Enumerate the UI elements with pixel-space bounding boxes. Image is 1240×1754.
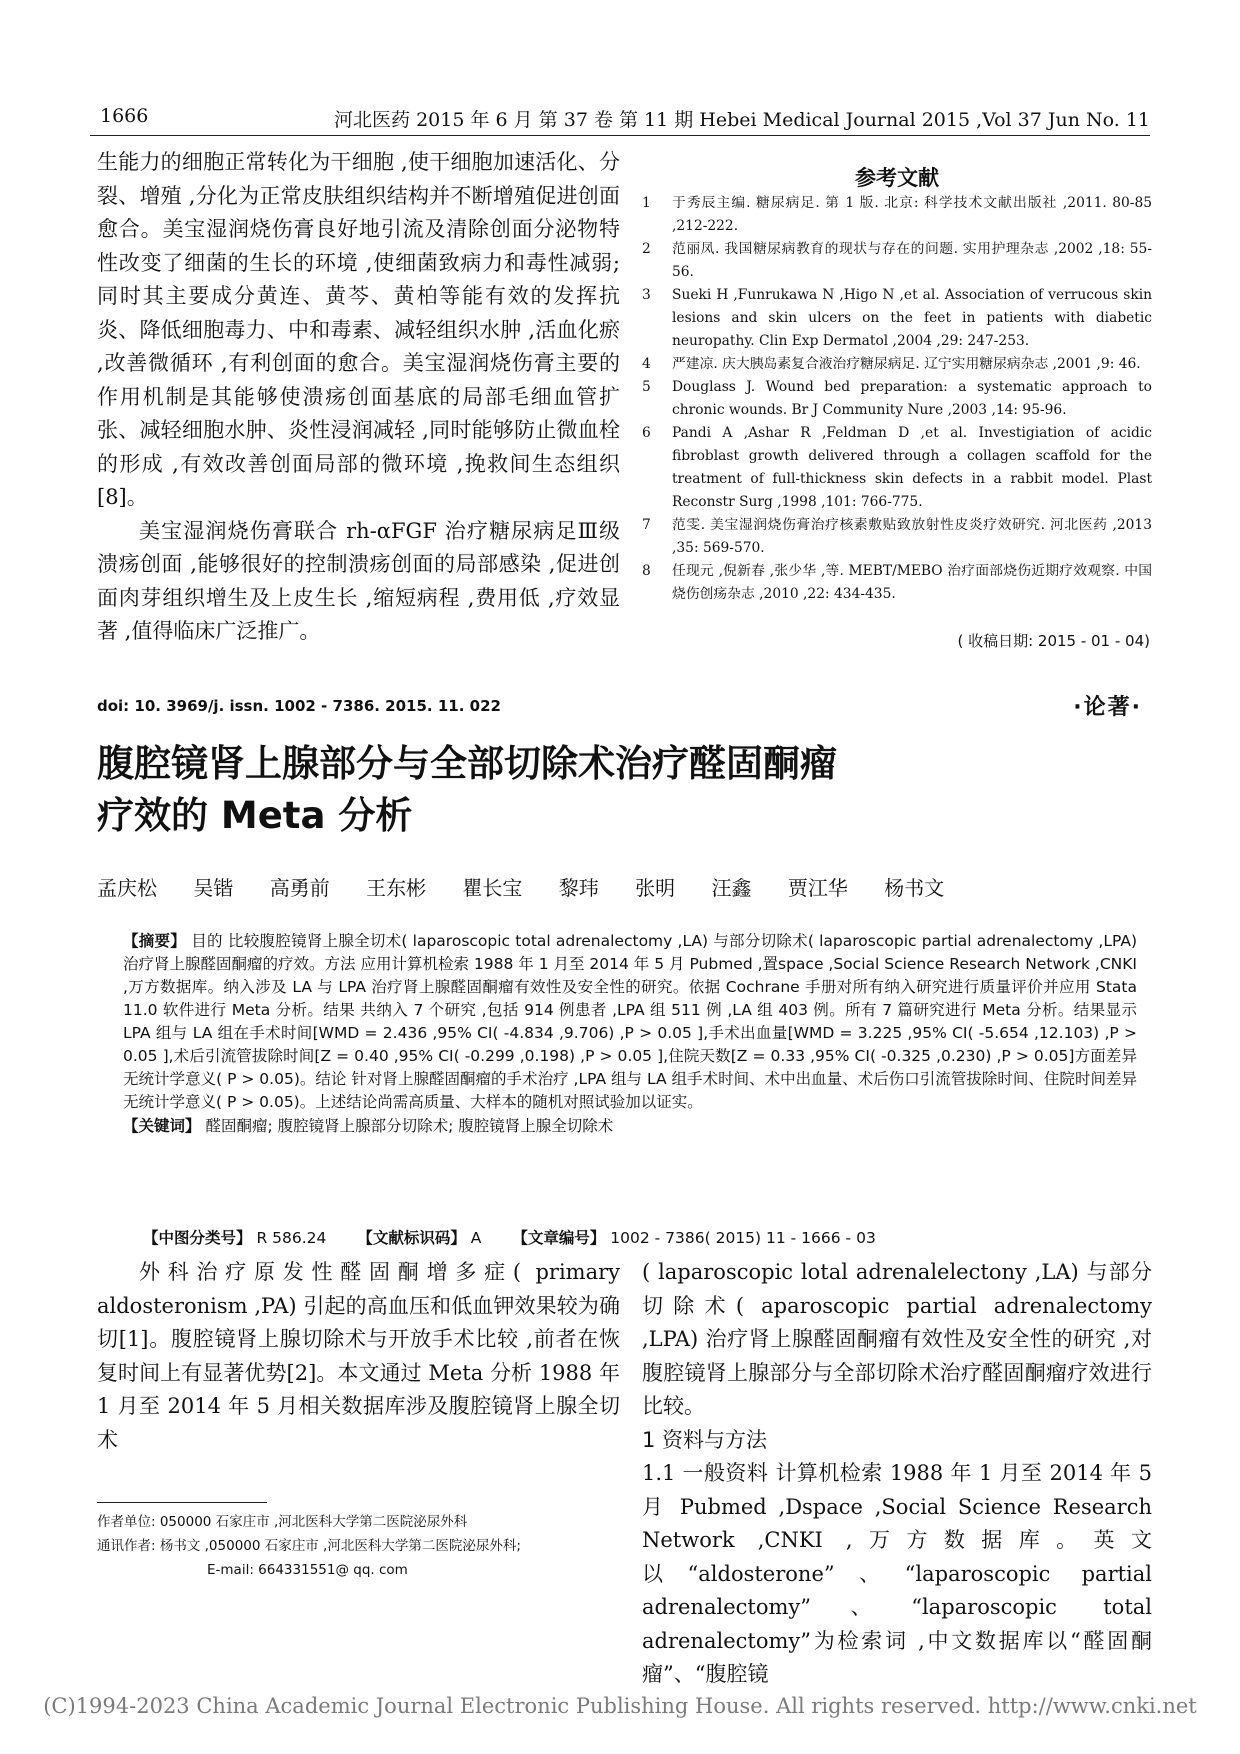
journal-info: 河北医药 2015 年 6 月 第 37 卷 第 11 期 Hebei Medical Journal 2015 ,Vol 37 Jun No. 11 <box>334 109 1150 131</box>
prev-paragraph-1: 生能力的细胞正常转化为干细胞 ,使干细胞加速活化、分裂、增殖 ,分化为正常皮肤组织结构并不断增殖促进创面愈合。美宝湿润烧伤膏良好地引流及清除创面分泌物特性改变了细菌的生长的环境 ,使细菌致病力和毒性减弱;同时其主要成分黄连、黄芩、黄柏等能有效的发挥抗炎、降低细胞毒力、中和毒素、减轻组织水肿 ,活血化瘀 ,改善微循环 ,有利创面的愈合。美宝湿润烧伤膏主要的作用机制是其能够使溃疡创面基底的局部毛细血管扩张、减轻细胞水肿、炎性浸润减轻 ,同时能够防止微血栓的形成 ,有效改善创面局部的微环境 ,挽救间生态组织[8]。 <box>97 150 620 509</box>
section-1-1-text: 1.1 一般资料 计算机检索 1988 年 1 月至 2014 年 5 月 Pubmed ,Dspace ,Social Science Research Network ,CNKI ,万方数据库。英文以“aldosterone”、“laparoscopic partial adrenalectomy”、“laparoscopic total adrenalectomy”为检索词 ,中文数据库以“醛固酮瘤”、“腹腔镜 <box>642 1461 1152 1686</box>
author: 瞿长宝 <box>462 876 523 900</box>
doc-code-label: 【文献标识码】 <box>357 1229 466 1247</box>
article-no-value: 1002 - 7386( 2015) 11 - 1666 - 03 <box>610 1229 876 1247</box>
reference-item: 3 Sueki H ,Funrukawa N ,Higo N ,et al. Association of verrucous skin lesions and skin ulcers on the feet in patients with diabetic neuropathy. Clin Exp Dermatol ,2004 ,29: 247-253. <box>642 287 1152 349</box>
author: 杨书文 <box>884 876 945 900</box>
keywords-label: 【关键词】 <box>123 1117 201 1135</box>
author: 孟庆松 <box>97 876 157 900</box>
reference-item: 6 Pandi A ,Ashar R ,Feldman D ,et al. Investigiation of acidic fibroblast growth delivered through a collagen scaffold for the treatment of full-thickness skin defects in a rabbit model. Plast Reconstr Surg ,1998 ,101: 766-775. <box>642 425 1152 510</box>
intro-paragraph: 外科治疗原发性醛固酮增多症( primary aldosteronism ,PA) 引起的高血压和低血钾效果较为确切[1]。腹腔镜肾上腺切除术与开放手术比较 ,前者在恢复时间上有显著优势[2]。本文通过 Meta 分析 1988 年 1 月至 2014 年 5 月相关数据库涉及腹腔镜肾上腺全切术 <box>97 1260 620 1452</box>
author: 黎玮 <box>558 876 599 900</box>
footnote <box>97 1510 620 1582</box>
abstract-block <box>123 930 1137 1138</box>
clc-label: 【中图分类号】 <box>143 1229 252 1247</box>
intro-right-column <box>642 1256 1152 1692</box>
doc-code-value: A <box>470 1229 482 1247</box>
author: 高勇前 <box>269 876 330 900</box>
email-link[interactable]: E-mail: 664331551@ qq. com <box>207 1562 408 1578</box>
corresponding-author: 通讯作者: 杨书文 ,050000 石家庄市 ,河北医科大学第二医院泌尿外科; <box>97 1538 521 1554</box>
intro-left-column <box>97 1256 620 1457</box>
copyright-line: (C)1994-2023 China Academic Journal Electronic Publishing House. All rights reserved. http://www.cnki.net <box>43 1694 1197 1718</box>
author-list <box>97 872 1147 901</box>
classification-line <box>143 1226 1143 1248</box>
running-header <box>90 95 1150 136</box>
keywords <box>123 1115 1137 1138</box>
author: 贾江华 <box>787 876 848 900</box>
article-title-line-2: 疗效的 Meta 分析 <box>97 794 413 837</box>
references-title: 参考文献 <box>855 166 939 190</box>
reference-item: 2 范丽凤. 我国糖尿病教育的现状与存在的问题. 实用护理杂志 ,2002 ,18: 55-56. <box>642 241 1152 280</box>
reference-item: 8 任现元 ,倪新春 ,张少华 ,等. MEBT/MEBO 治疗面部烧伤近期疗效观察. 中国烧伤创疡杂志 ,2010 ,22: 434-435. <box>642 563 1152 602</box>
author: 张明 <box>635 876 676 900</box>
reference-item: 5 Douglass J. Wound bed preparation: a systematic approach to chronic wounds. Br J Community Nure ,2003 ,14: 95-96. <box>642 379 1152 418</box>
section-label: ·论著· <box>1073 695 1142 720</box>
reference-item: 7 范雯. 美宝湿润烧伤膏治疗核素敷贴致放射性皮炎疗效研究. 河北医药 ,2013 ,35: 569-570. <box>642 517 1152 556</box>
footnote-divider <box>97 1502 267 1503</box>
article-title <box>97 738 1097 842</box>
author: 王东彬 <box>366 876 427 900</box>
references-list <box>642 192 1152 606</box>
author: 吴锴 <box>193 876 234 900</box>
abstract-label: 【摘要】 <box>123 932 187 950</box>
article-title-line-1: 腹腔镜肾上腺部分与全部切除术治疗醛固酮瘤 <box>97 742 837 785</box>
abstract <box>123 930 1137 1114</box>
reference-item: 4 严建凉. 庆大胰岛素复合液治疗糖尿病足. 辽宁实用糖尿病杂志 ,2001 ,9: 46. <box>642 356 1141 372</box>
author-unit: 作者单位: 050000 石家庄市 ,河北医科大学第二医院泌尿外科 <box>97 1514 468 1530</box>
doi-link[interactable]: doi: 10. 3969/j. issn. 1002 - 7386. 2015. 11. 022 <box>97 697 501 715</box>
received-date: ( 收稿日期: 2015 - 01 - 04) <box>957 632 1150 650</box>
keywords-text: 醛固酮瘤; 腹腔镜肾上腺部分切除术; 腹腔镜肾上腺全切除术 <box>205 1117 614 1135</box>
prev-paragraph-2: 美宝湿润烧伤膏联合 rh-αFGF 治疗糖尿病足Ⅲ级溃疡创面 ,能够很好的控制溃疡创面的局部感染 ,促进创面肉芽组织增生及上皮生长 ,缩短病程 ,费用低 ,疗效显著 ,值得临床广泛推广。 <box>97 518 620 643</box>
clc-value: R 586.24 <box>256 1229 327 1247</box>
intro-paragraph-cont: ( laparoscopic lotal adrenalelectony ,LA) 与部分切除术( aparoscopic partial adrenalectomy ,LPA) 治疗肾上腺醛固酮瘤有效性及安全性的研究 ,对腹腔镜肾上腺部分与全部切除术治疗醛固酮瘤疗效进行比较。 <box>642 1260 1152 1418</box>
section-1-heading: 1 资料与方法 <box>642 1427 768 1452</box>
author: 汪鑫 <box>711 876 752 900</box>
article-no-label: 【文章编号】 <box>512 1229 606 1247</box>
previous-article-text <box>97 146 620 649</box>
reference-item: 1 于秀辰主编. 糖尿病足. 第 1 版. 北京: 科学技术文献出版社 ,2011. 80-85 ,212-222. <box>642 195 1152 234</box>
abstract-text: 目的 比较腹腔镜肾上腺全切术( laparoscopic total adrenalectomy ,LA) 与部分切除术( laparoscopic partial adrenalectomy ,LPA) 治疗肾上腺醛固酮瘤的疗效。方法 应用计算机检索 1988 年 1 月至 2014 年 5 月 Pubmed ,置space ,Social Science Research Network ,CNKI ,万方数据库。纳入涉及 LA 与 LPA 治疗肾上腺醛固酮瘤有效性及安全性的研究。依据 Cochrane 手册对所有纳入研究进行质量评价并应用 Stata 11.0 软件进行 Meta 分析。结果 共纳入 7 个研究 ,包括 914 例患者 ,LPA 组 511 例 ,LA 组 403 例。所有 7 篇研究进行 Meta 分析。结果显示 LPA 组与 LA 组在手术时间[WMD = 2.436 ,95% CI( -4.834 ,9.706) ,P > 0.05 ],手术出血量[WMD = 3.225 ,95% CI( -5.654 ,12.103) ,P > 0.05 ],术后引流管拔除时间[Z = 0.40 ,95% CI( -0.299 ,0.198) ,P > 0.05 ],住院天数[Z = 0.33 ,95% CI( -0.325 ,0.230) ,P > 0.05]方面差异无统计学意义( P > 0.05)。结论 针对肾上腺醛固酮瘤的手术治疗 ,LPA 组与 LA 组手术时间、术中出血量、术后伤口引流管拔除时间、住院时间差异无统计学意义( P > 0.05)。上述结论尚需高质量、大样本的随机对照试验加以证实。 <box>123 932 1137 1111</box>
page-number: 1666 <box>100 105 149 127</box>
